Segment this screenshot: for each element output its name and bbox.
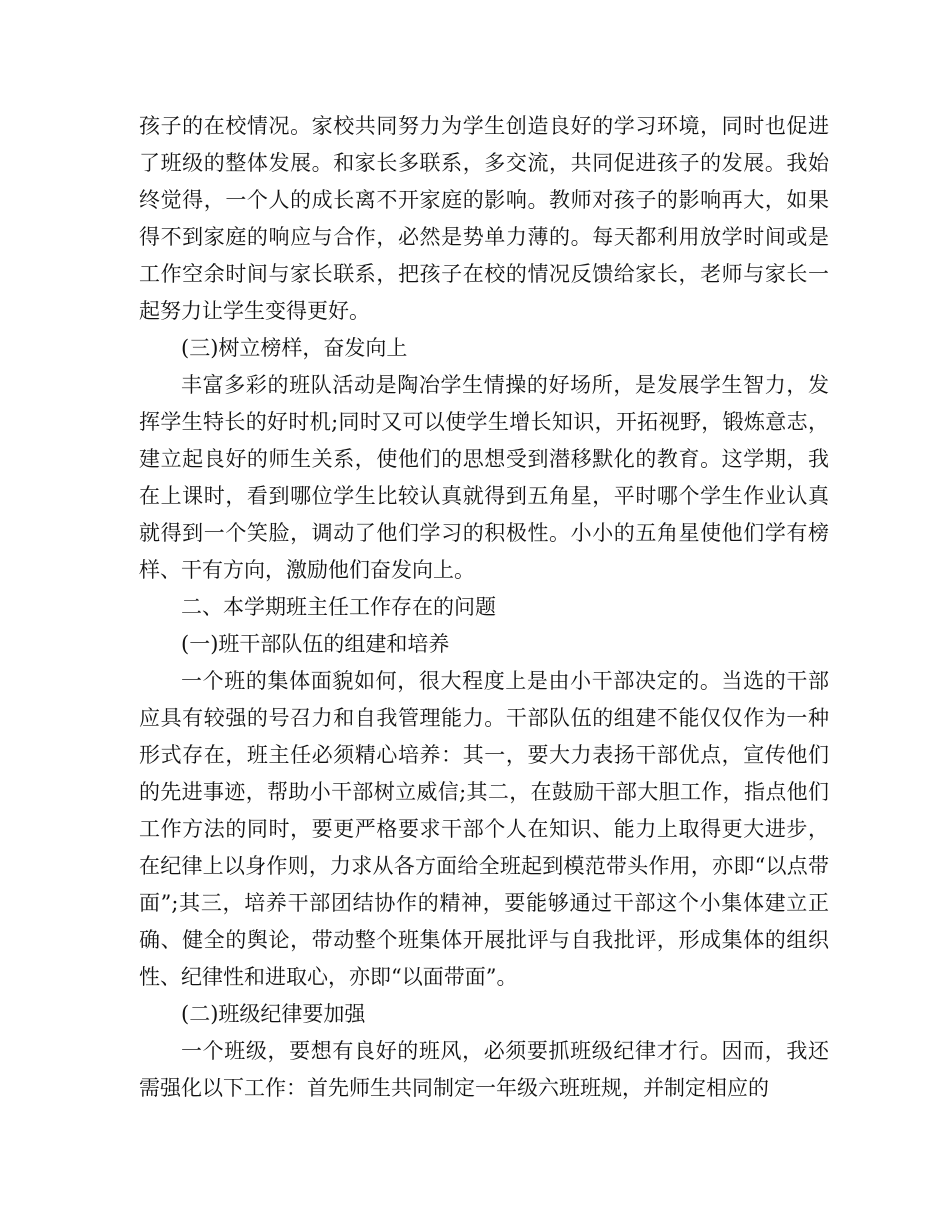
paragraph-class-activities: 丰富多彩的班队活动是陶冶学生情操的好场所，是发展学生智力，发挥学生特长的好时机;同时又可以使学生增长知识，开拓视野，锻炼意志，建立起良好的师生关系，使他们的思想受到潜移默化的教育。这学期，我在上课时，看到哪位学生比较认真就得到五角星，平时哪个学生作业认真就得到一个笑脸，调动了他们学习的积极性。小小的五角星使他们学有榜样、干有方向，激励他们奋发向上。 bbox=[139, 373, 829, 582]
heading-class-cadre-training: (一)班干部队伍的组建和培养 bbox=[181, 632, 450, 656]
paragraph-class-discipline: 一个班级，要想有良好的班风，必须要抓班级纪律才行。因而，我还需强化以下工作：首先师生共同制定一年级六班班规，并制定相应的 bbox=[139, 1039, 829, 1100]
paragraph-class-cadre-training: 一个班的集体面貌如何，很大程度上是由小干部决定的。当选的干部应具有较强的号召力和自我管理能力。干部队伍的组建不能仅仅作为一种形式存在，班主任必须精心培养：其一，要大力表扬干部优点，宣传他们的先进事迹，帮助小干部树立威信;其二，在鼓励干部大胆工作，指点他们工作方法的同时，要更严格要求干部个人在知识、能力上取得更大进步，在纪律上以身作则，力求从各方面给全班起到模范带头作用，亦即“以点带面”;其三，培养干部团结协作的精神，要能够通过干部这个小集体建立正确、健全的舆论，带动整个班集体开展批评与自我批评，形成集体的组织性、纪律性和进取心，亦即“以面带面”。 bbox=[139, 669, 829, 989]
heading-problems-this-term: 二、本学期班主任工作存在的问题 bbox=[181, 595, 496, 619]
heading-class-discipline: (二)班级纪律要加强 bbox=[181, 1002, 366, 1026]
heading-set-role-models: (三)树立榜样，奋发向上 bbox=[181, 336, 408, 360]
paragraph-home-school-contact: 孩子的在校情况。家校共同努力为学生创造良好的学习环境，同时也促进了班级的整体发展。和家长多联系，多交流，共同促进孩子的发展。我始终觉得，一个人的成长离不开家庭的影响。教师对孩子的影响再大，如果得不到家庭的响应与合作，必然是势单力薄的。每天都利用放学时间或是工作空余时间与家长联系，把孩子在校的情况反馈给家长，老师与家长一起努力让学生变得更好。 bbox=[139, 114, 829, 323]
document-body bbox=[139, 108, 829, 1107]
